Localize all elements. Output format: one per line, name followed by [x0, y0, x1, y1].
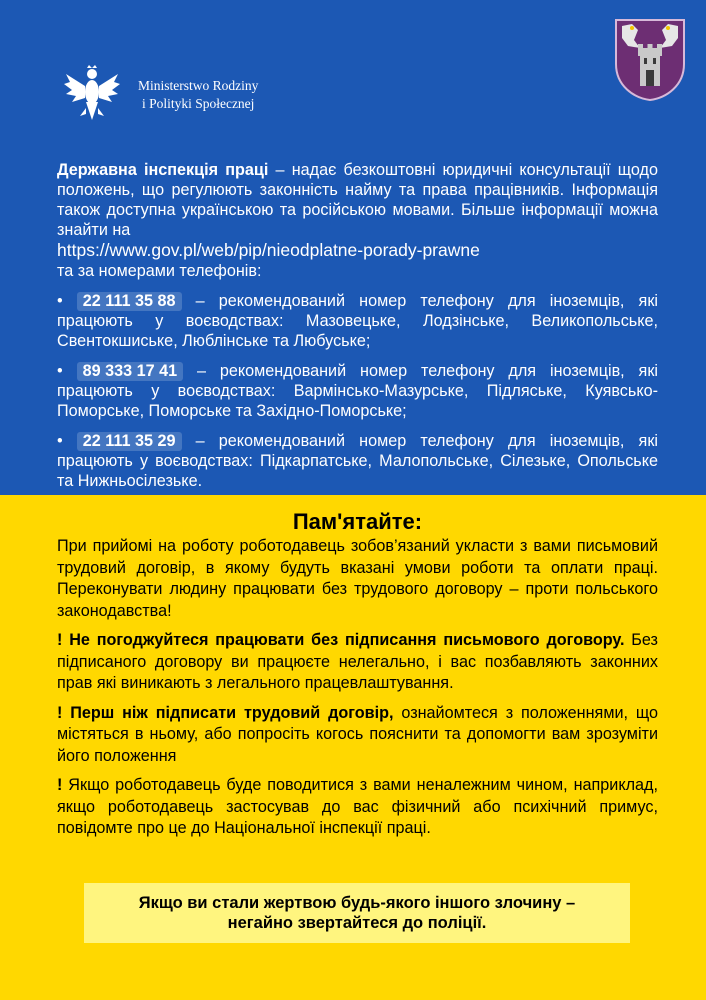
- inspection-text: – надає безкоштовні юридичні консультації щодо положень, що регулюють законність найму та права працівників. Інформація також доступна українською та російською мовами. Більше інформації можна знайти на: [57, 161, 659, 239]
- phone-item: • 22 111 35 29 – рекомендований номер телефону для іноземців, які працюють у воєводствах: Підкарпатське, Малопольське, Сілезьке, Опольське та Нижньосілезьке.: [57, 432, 658, 490]
- phone-description: – рекомендований номер телефону для іноземців, які працюють у воєводствах: Вармінсько-Мазурське, Підляське, Куявсько-Поморське, Поморське та Західно-Поморське;: [57, 362, 659, 420]
- rule-2-bold: ! Не погоджуйтеся працювати без підписання письмового договору.: [57, 631, 625, 649]
- website-link[interactable]: https://www.gov.pl/web/pip/nieodplatne-porady-prawne: [57, 240, 480, 260]
- callout-line2: негайно звертайтеся до поліції.: [227, 914, 487, 932]
- phone-description: – рекомендований номер телефону для іноземців, які працюють у воєводствах: Мазовецьке, Лодзінське, Великопольське, Свентокшиське, Люблінське та Любуське;: [57, 292, 658, 350]
- ministry-line2: i Polityki Społecznej: [141, 96, 255, 111]
- rule-read-contract: [57, 703, 658, 768]
- callout-line1: Якщо ви стали жертвою будь-якого іншого злочину –: [138, 894, 576, 912]
- remember-rules: [57, 536, 658, 848]
- phone-number[interactable]: 22 111 35 29: [77, 432, 182, 451]
- police-callout: [84, 883, 630, 943]
- phone-item: • 22 111 35 88 – рекомендований номер телефону для іноземців, які працюють у воєводствах: Мазовецьке, Лодзінське, Великопольське, Свентокшиське, Люблінське та Любуське;: [57, 292, 658, 350]
- phone-item: • 89 333 17 41 – рекомендований номер телефону для іноземців, які працюють у воєводствах: Вармінсько-Мазурське, Підляське, Куявсько-Поморське, Поморське та Західно-Поморське;: [57, 362, 659, 420]
- inspection-paragraph: [57, 160, 658, 240]
- phone-number[interactable]: 89 333 17 41: [77, 362, 184, 381]
- rule-4-bold: !: [57, 776, 63, 794]
- remember-heading: Пам'ятайте:: [292, 509, 423, 534]
- rule-3-bold: ! Перш ніж підписати трудовий договір,: [57, 703, 394, 722]
- rule-contract-obligation: При прийомі на роботу роботодавець зобов’язаний укласти з вами письмовий трудовий договір, в якому будуть вказані умови роботи та оплати праці. Переконувати людину працювати без трудового договору – проти польського законодавства!: [57, 537, 658, 620]
- blue-section: [0, 0, 706, 495]
- phone-number[interactable]: 22 111 35 88: [77, 292, 182, 311]
- coat-of-arms-icon: [614, 18, 686, 102]
- rule-2-text: Без підписаного договору ви працюєте нелегально, і вас позбавляють законних прав які виникають з легального працевлаштування.: [57, 631, 658, 692]
- rule-3-text: ознайомтеся з положеннями, що містяться в ньому, або попросіть когось пояснити та допомогти вам зрозуміти його положення: [57, 703, 658, 765]
- ministry-name: [138, 77, 258, 113]
- inspection-info: [57, 160, 658, 491]
- rule-no-work-without-contract: [57, 630, 658, 695]
- ministry-line1: Ministerstwo Rodziny: [138, 78, 259, 93]
- phone-description: – рекомендований номер телефону для іноземців, які працюють у воєводствах: Підкарпатське, Малопольське, Сілезьке, Опольське та Нижньосілезьке.: [57, 432, 658, 490]
- rule-report-abuse: [57, 775, 658, 840]
- inspection-title: Державна інспекція праці: [57, 161, 269, 179]
- ministry-logo: [62, 64, 258, 126]
- rule-4-text: Якщо роботодавець буде поводитися з вами неналежним чином, наприклад, якщо роботодавець застосував до вас фізичний або психічний примус, повідомте про це до Національної інспекції праці.: [57, 776, 658, 837]
- phones-intro: та за номерами телефонів:: [57, 262, 262, 280]
- polish-eagle-icon: [62, 64, 122, 126]
